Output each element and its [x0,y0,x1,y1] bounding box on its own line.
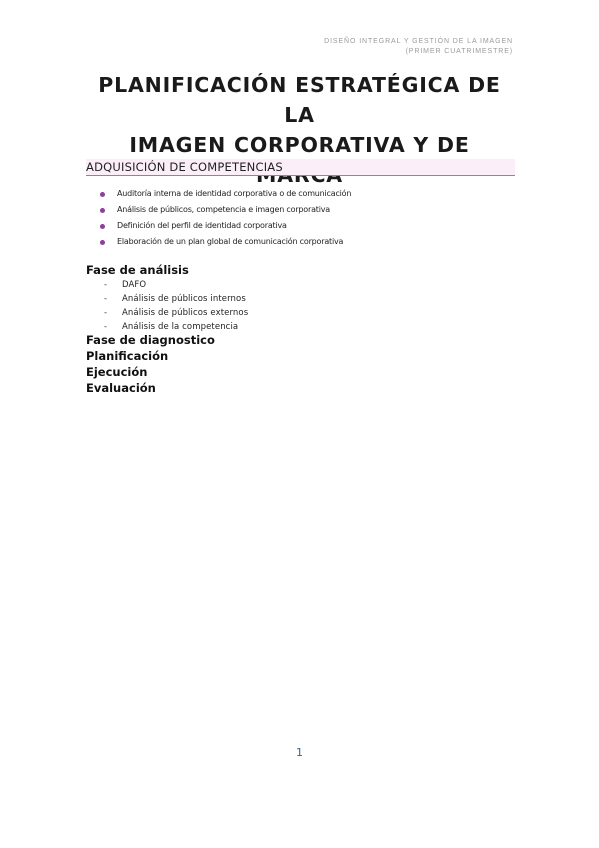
bullet-dot-icon [100,240,105,245]
list-item [98,186,351,202]
list-item-text: Elaboración de un plan global de comunicación corporativa [117,237,344,246]
bullet-dot-icon [100,224,105,229]
dash-icon: - [104,308,108,318]
list-item [98,202,351,218]
competencies-list [98,186,351,250]
list-item-text: Auditoría interna de identidad corporativa o de comunicación [117,189,352,198]
phase-planning-heading: Planificación [86,349,169,363]
sublist-item-text: Análisis de públicos internos [122,294,246,304]
title-line-1: PLANIFICACIÓN ESTRATÉGICA DE LA [98,73,501,127]
phase-execution-heading: Ejecución [86,365,148,379]
running-header [324,37,513,56]
header-line-2: (PRIMER CUATRIMESTRE) [405,47,513,55]
analysis-sublist [104,278,248,334]
phase-diagnosis-heading: Fase de diagnostico [86,333,215,347]
dash-icon: - [104,294,108,304]
sublist-item-text: DAFO [122,280,147,290]
page-number: 1 [296,746,303,759]
dash-icon: - [104,280,108,290]
list-item-text: Análisis de públicos, competencia e imagen corporativa [117,205,330,214]
list-item-text: Definición del perfil de identidad corporativa [117,221,287,230]
sublist-item-text: Análisis de públicos externos [122,308,249,318]
sublist-item [104,306,248,320]
dash-icon: - [104,322,108,332]
title-line-2: IMAGEN CORPORATIVA Y DE [129,133,470,157]
sublist-item [104,278,248,292]
section-heading: ADQUISICIÓN DE COMPETENCIAS [86,159,515,176]
phase-analysis-heading: Fase de análisis [86,263,189,277]
bullet-dot-icon [100,192,105,197]
bullet-dot-icon [100,208,105,213]
sublist-item-text: Análisis de la competencia [122,322,239,332]
list-item [98,234,351,250]
list-item [98,218,351,234]
header-line-1: DISEÑO INTEGRAL Y GESTIÓN DE LA IMAGEN [324,38,513,45]
phase-evaluation-heading: Evaluación [86,381,156,395]
sublist-item [104,292,248,306]
